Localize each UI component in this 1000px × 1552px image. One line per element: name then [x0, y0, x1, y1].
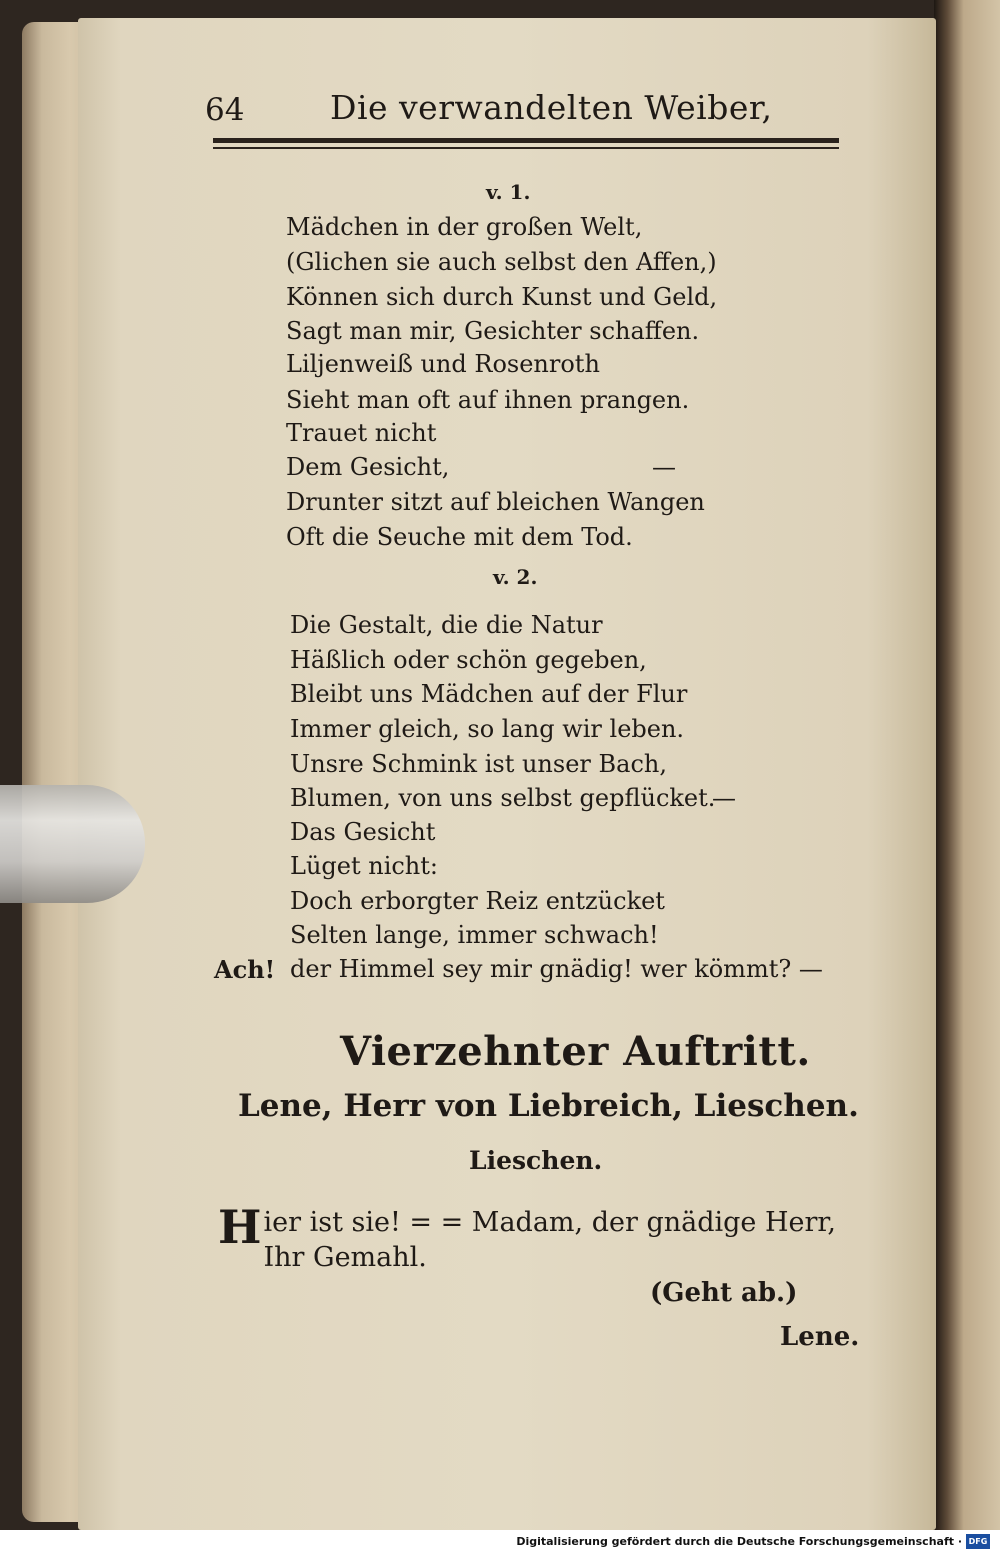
- verse-line: Immer gleich, so lang wir leben.: [290, 715, 685, 743]
- verse-line: Unsre Schmink ist unser Bach,: [290, 750, 667, 778]
- verse-dash: —: [712, 784, 736, 812]
- verse-line: Lüget nicht:: [290, 852, 438, 880]
- verse-line: Drunter sitzt auf bleichen Wangen: [286, 488, 705, 516]
- verse-line: Mädchen in der großen Welt,: [286, 213, 643, 241]
- scene-cast: Lene, Herr von Liebreich, Lieschen.: [238, 1088, 859, 1124]
- verse-line: Selten lange, immer schwach!: [290, 921, 659, 949]
- dialogue-text: ier ist sie! = = Madam, der gnädige Herr, Ihr Gemahl.: [263, 1207, 836, 1273]
- verse-line: Das Gesicht: [290, 818, 436, 846]
- verse-line: Bleibt uns Mädchen auf der Flur: [290, 680, 688, 708]
- verse-dash: —: [652, 453, 676, 481]
- dialogue: [218, 1200, 858, 1275]
- exclamation: Ach!: [214, 955, 276, 984]
- verse-line: Sieht man oft auf ihnen prangen.: [286, 386, 690, 414]
- verse-label-2: v. 2.: [493, 565, 538, 589]
- show-through-texture: [760, 300, 830, 800]
- drop-cap: H: [218, 1200, 262, 1254]
- stage-direction: (Geht ab.): [650, 1278, 798, 1308]
- catchword: Lene.: [780, 1322, 860, 1352]
- speaker-name: Lieschen.: [469, 1146, 603, 1175]
- verse-line: Können sich durch Kunst und Geld,: [286, 283, 718, 311]
- verse-line: (Glichen sie auch selbst den Affen,): [286, 248, 717, 276]
- verse-line: Doch erborgter Reiz entzücket: [290, 887, 665, 915]
- after-song-text: der Himmel sey mir gnädig! wer kömmt? —: [290, 955, 823, 983]
- verse-line: Sagt man mir, Gesichter schaffen.: [286, 317, 700, 345]
- verse-line: Liljenweiß und Rosenroth: [286, 350, 600, 378]
- page-number: 64: [205, 92, 245, 128]
- dfg-logo-icon: DFG: [966, 1534, 990, 1549]
- verse-line: Oft die Seuche mit dem Tod.: [286, 523, 633, 551]
- verse-line: Häßlich oder schön gegeben,: [290, 646, 647, 674]
- header-rule-thin: [213, 147, 839, 149]
- facing-page-edge: [934, 0, 1000, 1530]
- verse-line: Die Gestalt, die die Natur: [290, 611, 603, 639]
- verse-line: Blumen, von uns selbst gepflücket.: [290, 784, 716, 812]
- verse-line: Dem Gesicht,: [286, 453, 450, 481]
- verse-label-1: v. 1.: [486, 180, 531, 204]
- running-title: Die verwandelten Weiber,: [330, 88, 773, 127]
- page-clip: [0, 785, 145, 903]
- scene-title: Vierzehnter Auftritt.: [340, 1028, 811, 1075]
- verse-line: Trauet nicht: [286, 419, 437, 447]
- header-rule-thick: [213, 138, 839, 143]
- footer-credit: Digitalisierung gefördert durch die Deutsche Forschungsgemeinschaft ·: [516, 1535, 962, 1548]
